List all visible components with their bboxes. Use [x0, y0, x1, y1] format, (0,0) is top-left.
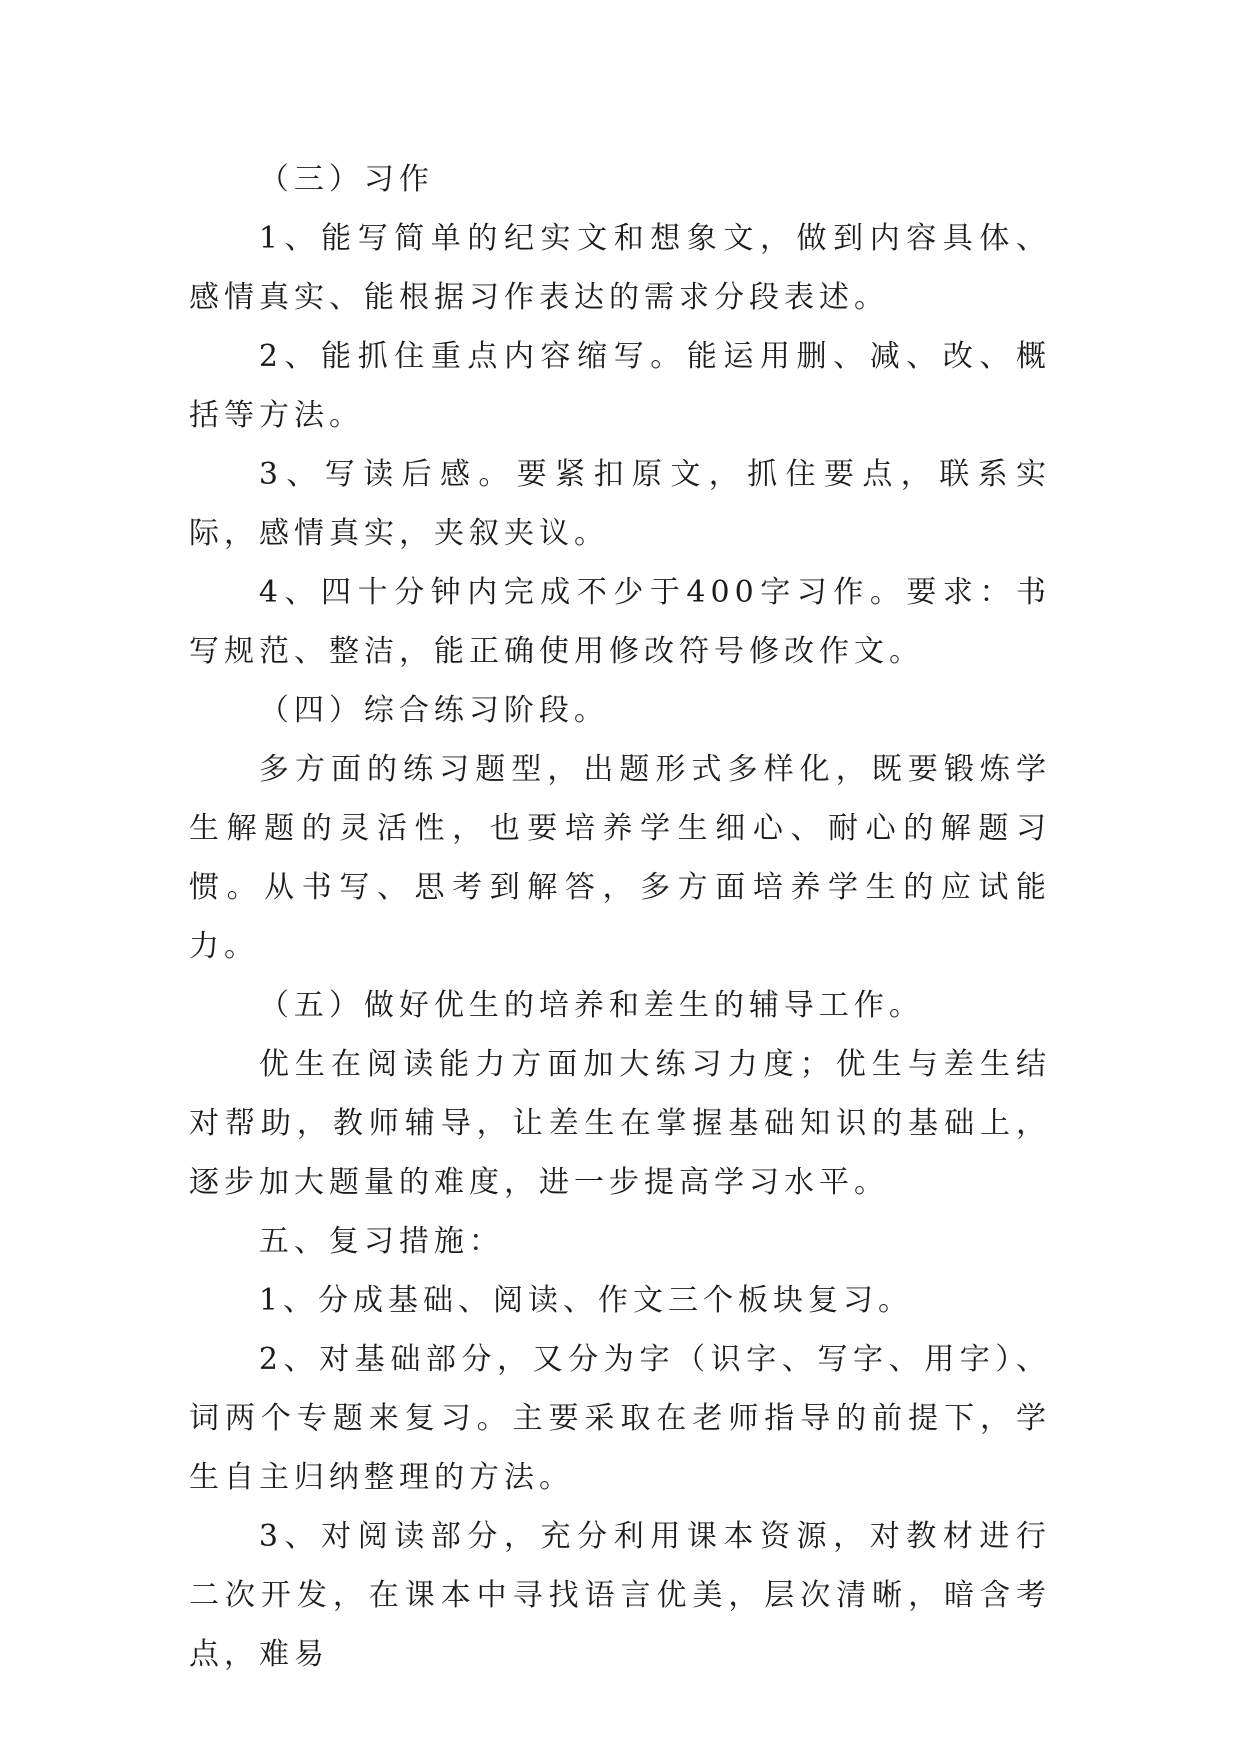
paragraph-measure-1: 1、分成基础、阅读、作文三个板块复习。 — [258, 1283, 913, 1318]
paragraph-item-3: 3、写读后感。要紧扣原文，抓住要点，联系实际，感情真实，夹叙夹议。 — [189, 457, 1051, 551]
section-heading-tutoring: （五）做好优生的培养和差生的辅导工作。 — [258, 988, 924, 1023]
paragraph-item-2: 2、能抓住重点内容缩写。能运用删、减、改、概括等方法。 — [189, 339, 1051, 433]
paragraph-practice: 多方面的练习题型，出题形式多样化，既要锻炼学生解题的灵活性，也要培养学生细心、耐心的解题习惯。从书写、思考到解答，多方面培养学生的应试能力。 — [189, 752, 1051, 964]
section-heading-measures: 五、复习措施： — [258, 1224, 504, 1259]
paragraph-measure-3: 3、对阅读部分，充分利用课本资源，对教材进行二次开发，在课本中寻找语言优美，层次清晰，暗含考点，难易 — [189, 1519, 1051, 1672]
paragraph-measure-2: 2、对基础部分，又分为字（识字、写字、用字）、词两个专题来复习。主要采取在老师指导的前提下，学生自主归纳整理的方法。 — [189, 1342, 1051, 1495]
section-heading-composition: （三）习作 — [258, 162, 434, 197]
paragraph-item-4: 4、四十分钟内完成不少于400字习作。要求：书写规范、整洁，能正确使用修改符号修改作文。 — [189, 575, 1051, 669]
document-body — [189, 150, 1051, 1684]
paragraph-item-1: 1、能写简单的纪实文和想象文，做到内容具体、感情真实、能根据习作表达的需求分段表述。 — [189, 221, 1051, 315]
section-heading-practice: （四）综合练习阶段。 — [258, 693, 609, 728]
paragraph-tutoring: 优生在阅读能力方面加大练习力度；优生与差生结对帮助，教师辅导，让差生在掌握基础知识的基础上，逐步加大题量的难度，进一步提高学习水平。 — [189, 1047, 1051, 1200]
